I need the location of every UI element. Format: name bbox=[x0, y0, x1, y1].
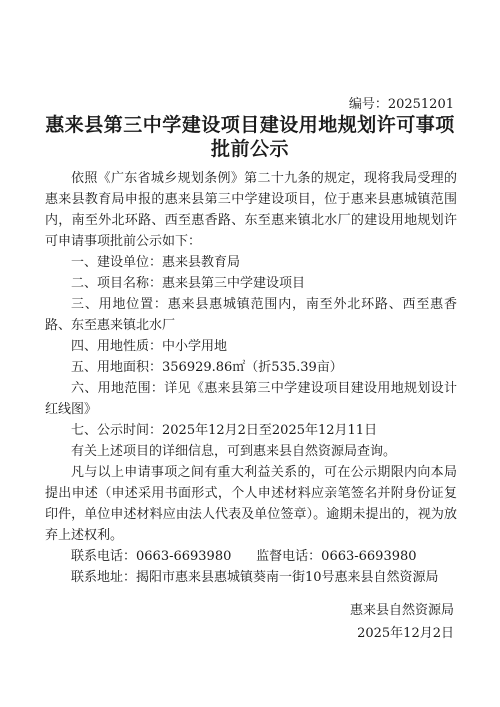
title-line-1: 惠来县第三中学建设项目建设用地规划许可事项 bbox=[45, 114, 455, 136]
objection-paragraph: 凡与以上申请事项之间有重大利益关系的，可在公示期限内向本局提出申述（申述采用书面形式，个人申述材料应亲笔签名并附身份证复印件，单位申述材料应由法人代表及单位签章）。逾期未提出的，视为放弃上述权利。 bbox=[45, 465, 457, 543]
item-notice-period: 七、公示时间：2025年12月2日至2025年12月11日 bbox=[71, 423, 378, 438]
inquiry-paragraph: 有关上述项目的详细信息，可到惠来县自然资源局查询。 bbox=[71, 444, 397, 459]
notice-body bbox=[45, 168, 457, 588]
issue-date: 2025年12月2日 bbox=[357, 626, 454, 641]
contact-address: 联系地址：揭阳市惠来县惠城镇葵南一街10号惠来县自然资源局 bbox=[71, 570, 439, 585]
document-number: 编号：20251201 bbox=[348, 97, 454, 112]
item-project-name: 二、项目名称：惠来县第三中学建设项目 bbox=[71, 276, 306, 291]
item-land-scope: 六、用地范围：详见《惠来县第三中学建设项目建设用地规划设计红线图》 bbox=[45, 381, 457, 417]
item-builder: 一、建设单位：惠来县教育局 bbox=[71, 255, 241, 270]
issuer-name: 惠来县自然资源局 bbox=[349, 603, 454, 618]
item-land-use: 四、用地性质：中小学用地 bbox=[71, 339, 228, 354]
title-line-2: 批前公示 bbox=[210, 138, 289, 160]
intro-paragraph: 依照《广东省城乡规划条例》第二十九条的规定，现将我局受理的惠来县教育局申报的惠来县第三中学建设项目，位于惠来县惠城镇范围内，南至外北环路、西至惠香路、东至惠来镇北水厂的建设用地规划许可申请事项批前公示如下： bbox=[45, 171, 457, 249]
contact-phone: 联系电话：0663-6693980 监督电话：0663-6693980 bbox=[71, 549, 417, 564]
item-land-area: 五、用地面积：356929.86㎡（折535.39亩） bbox=[71, 360, 343, 375]
item-location: 三、用地位置：惠来县惠城镇范围内，南至外北环路、西至惠香路、东至惠来镇北水厂 bbox=[45, 297, 457, 333]
